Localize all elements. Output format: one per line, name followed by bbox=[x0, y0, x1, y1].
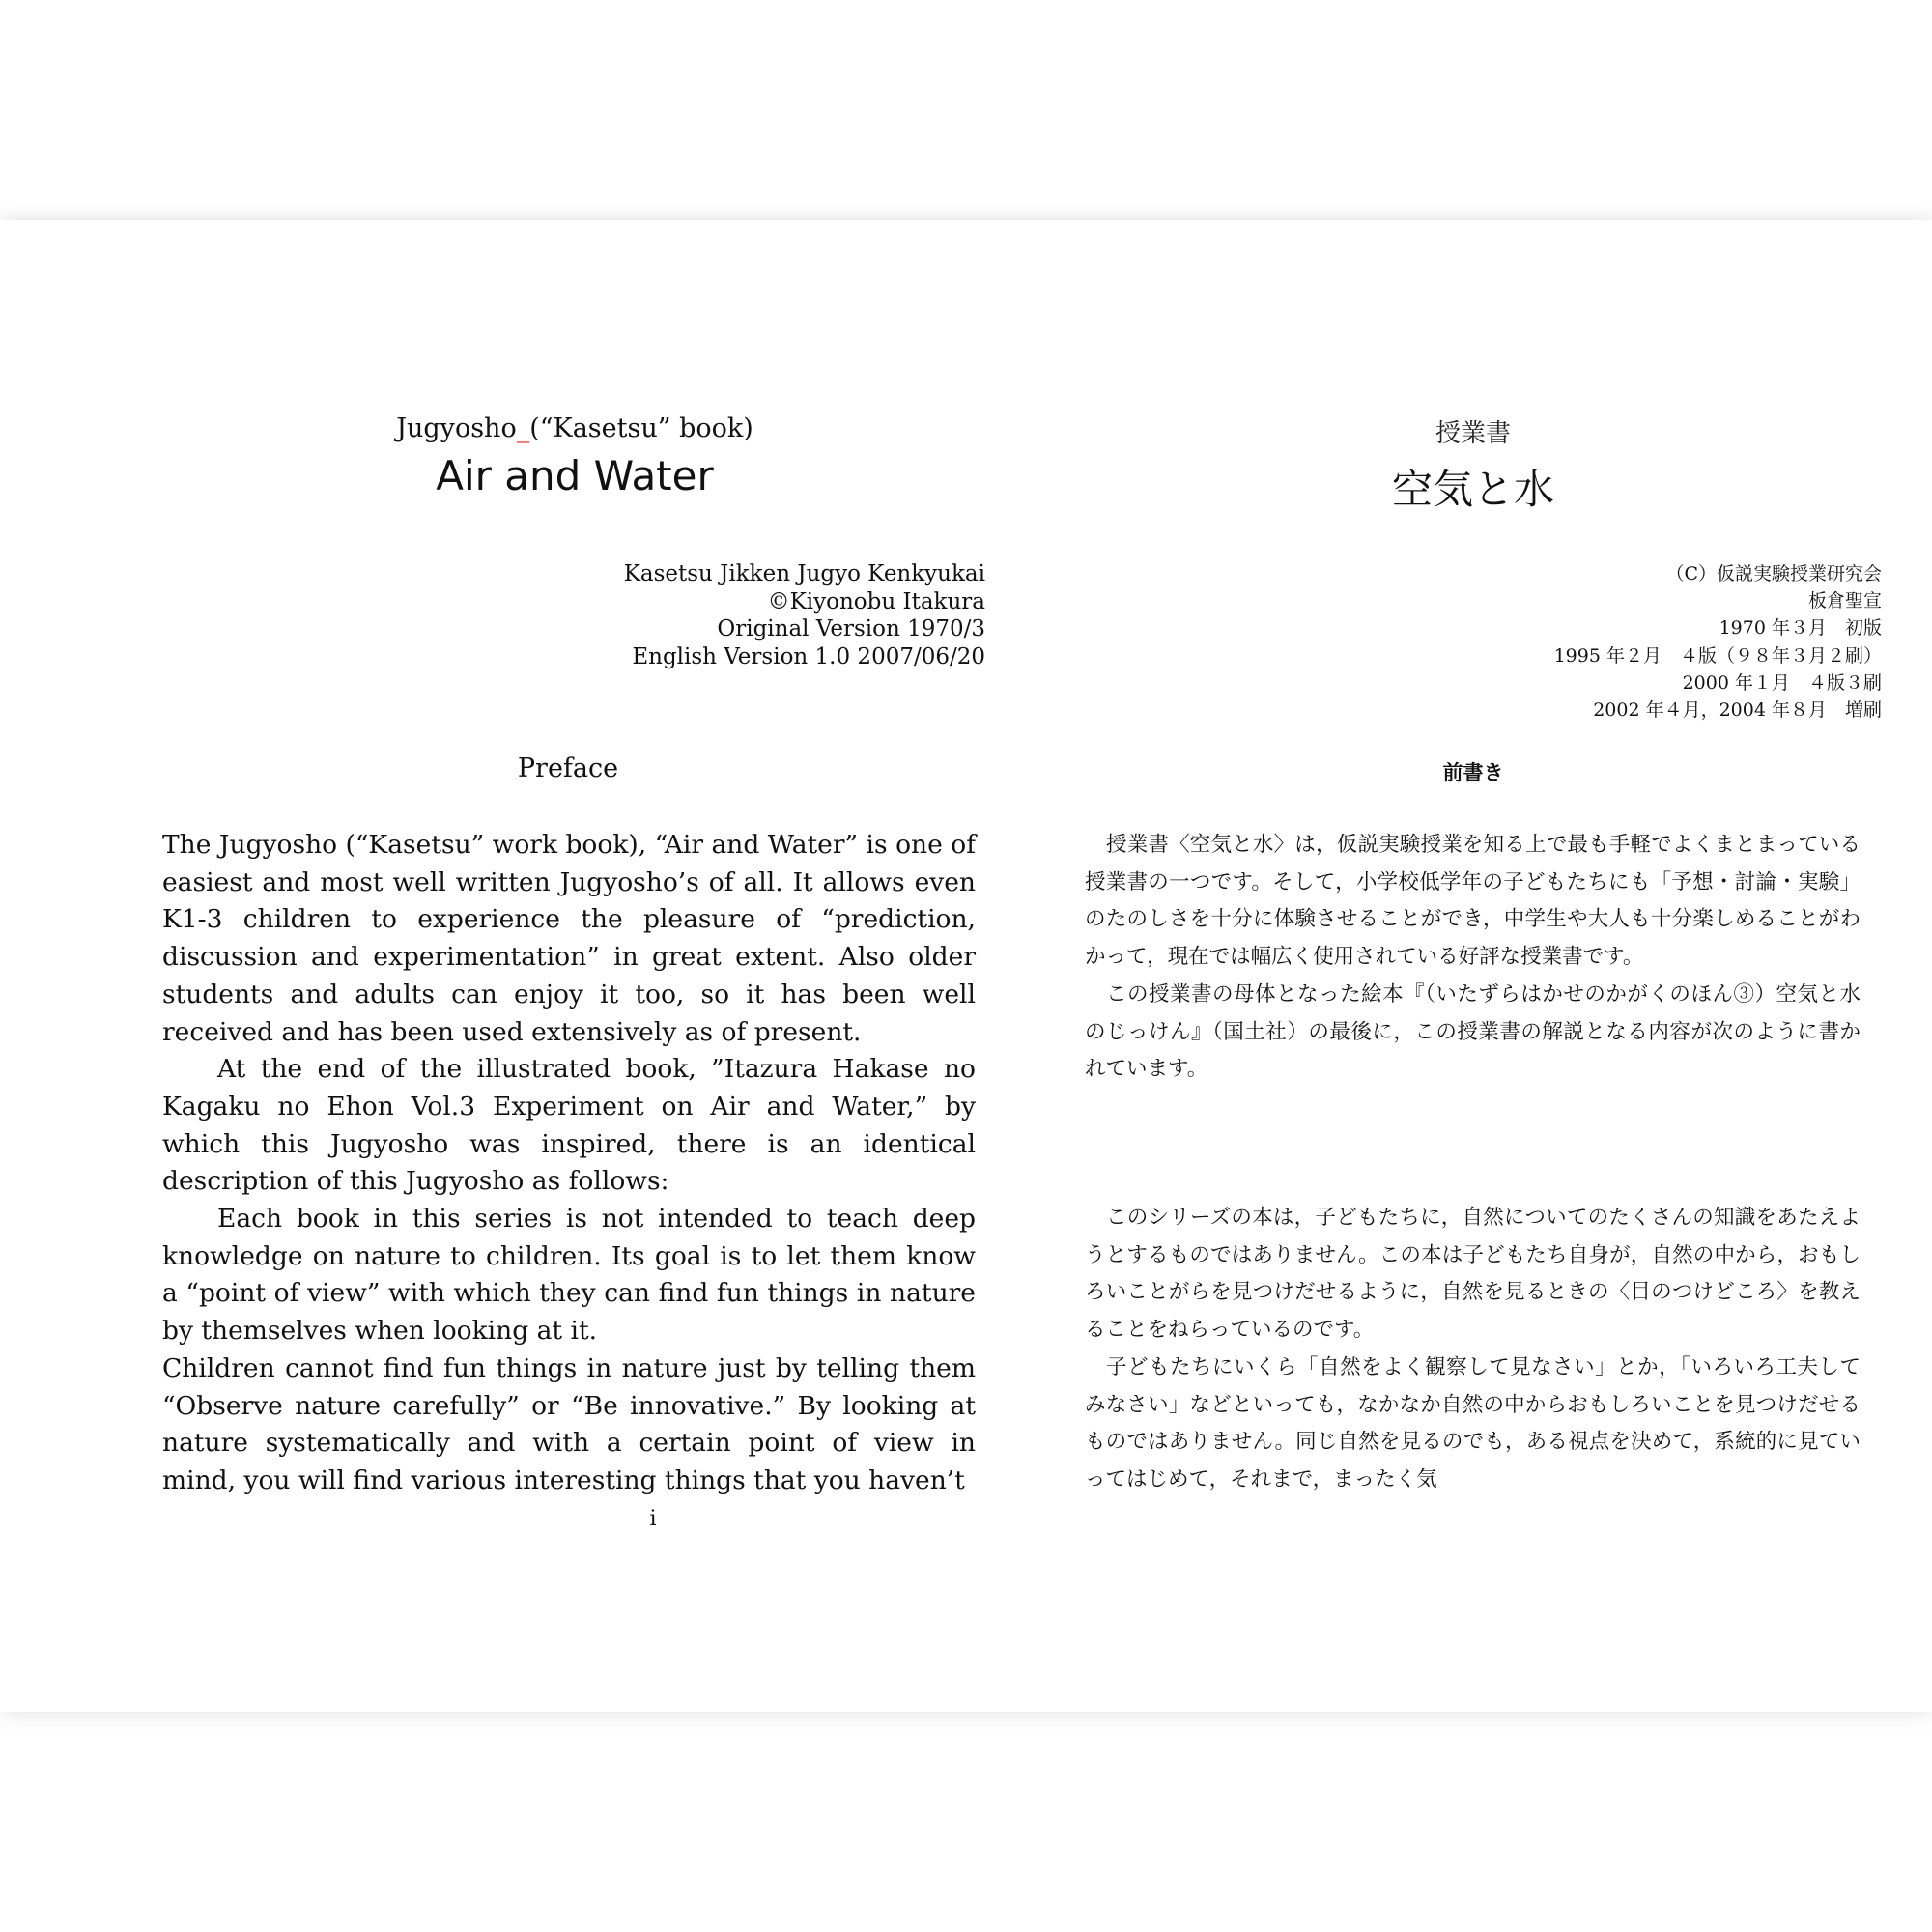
credit-line: 1995 年２月 ４版（９８年３月２刷） bbox=[1553, 644, 1882, 667]
english-credits bbox=[560, 560, 985, 670]
english-page bbox=[0, 220, 1014, 1712]
credit-line: （C）仮説実験授業研究会 bbox=[1665, 563, 1882, 584]
credit-line: 板倉聖宣 bbox=[1807, 590, 1882, 612]
paragraph: The Jugyosho (“Kasetsu” work book), “Air and Water” is one of easiest and most well written Jugyosho’s of all. It allows even K1-3 children to experience the pleasure of “prediction, discussion and experimentation” in great extent. Also older students and adults can enjoy it too, so it has been well received and has been used extensively as of present. bbox=[162, 830, 976, 1047]
spellcheck-mark: _ bbox=[516, 413, 530, 443]
credit-line: 2002 年４月，2004 年８月 増刷 bbox=[1593, 698, 1882, 721]
subtitle-main: Jugyosho bbox=[396, 413, 517, 443]
page-number: i bbox=[649, 1507, 657, 1531]
english-body bbox=[162, 827, 976, 1500]
credit-line: Original Version 1970/3 bbox=[717, 616, 985, 641]
paragraph: このシリーズの本は，子どもたちに，自然についてのたくさんの知識をあたえようとするものではありません。この本は子どもたち自身が，自然の中から，おもしろいことがらを見つけだせるように，自然を見るときの〈目のつけどころ〉を教えることをねらっているのです。 bbox=[1085, 1206, 1861, 1343]
credit-line: ©Kiyonobu Itakura bbox=[767, 588, 985, 614]
document-spread bbox=[0, 220, 1932, 1712]
credit-line: Kasetsu Jikken Jugyo Kenkyukai bbox=[623, 561, 985, 586]
english-subtitle bbox=[0, 413, 1150, 443]
japanese-credits bbox=[1208, 560, 1882, 724]
japanese-title: 空気と水 bbox=[1391, 466, 1554, 513]
paragraph: Each book in this series is not intended to teach deep knowledge on nature to children. Its goal is to let them know a “point of view” with which they can find fun things in nature by themselves when looking at it. bbox=[162, 1204, 976, 1347]
japanese-body-intro bbox=[1085, 827, 1861, 1089]
paragraph: 授業書〈空気と水〉は，仮説実験授業を知る上で最も手軽でよくまとまっている授業書の一つです。そして，小学校低学年の子どもたちにも「予想・討論・実験」のたのしさを十分に体験させることができ，中学生や大人も十分楽しめることがわかって，現在では幅広く使用されている好評な授業書です。 bbox=[1085, 833, 1861, 970]
subtitle-rest: (“Kasetsu” book) bbox=[529, 413, 753, 443]
japanese-subtitle: 授業書 bbox=[1435, 419, 1511, 448]
paragraph: Children cannot find fun things in nature just by telling them “Observe nature carefully” or “Be innovative.” By looking at nature systematically and with a certain point of view in mind, you will find various interesting things that you haven’t bbox=[162, 1352, 976, 1495]
paragraph: At the end of the illustrated book, ”Itazura Hakase no Kagaku no Ehon Vol.3 Experiment on Air and Water,” by which this Jugyosho was inspired, there is an identical description of this Jugyosho as follows: bbox=[162, 1054, 976, 1197]
credit-line: 2000 年１月 ４版３刷 bbox=[1682, 671, 1882, 694]
credit-line: 1970 年３月 初版 bbox=[1719, 617, 1882, 639]
credit-line: English Version 1.0 2007/06/20 bbox=[632, 643, 985, 669]
japanese-preface-heading: 前書き bbox=[1442, 761, 1504, 784]
paragraph: 子どもたちにいくら「自然をよく観察して見なさい」とか，「いろいろ工夫してみなさい」などといっても，なかなか自然の中からおもしろいことを見つけだせるものではありません。同じ自然を見るのでも，ある視点を決めて，系統的に見ていってはじめて，それまで，まったく気 bbox=[1085, 1354, 1861, 1492]
english-preface-heading: Preface bbox=[517, 753, 619, 783]
english-title: Air and Water bbox=[436, 452, 714, 499]
japanese-page bbox=[1014, 220, 1932, 1712]
japanese-body-quote bbox=[1085, 1200, 1861, 1499]
paragraph: この授業書の母体となった絵本『（いたずらはかせのかがくのほん③）空気と水のじっけん』（国土社）の最後に，この授業書の解説となる内容が次のように書かれています。 bbox=[1085, 981, 1861, 1082]
